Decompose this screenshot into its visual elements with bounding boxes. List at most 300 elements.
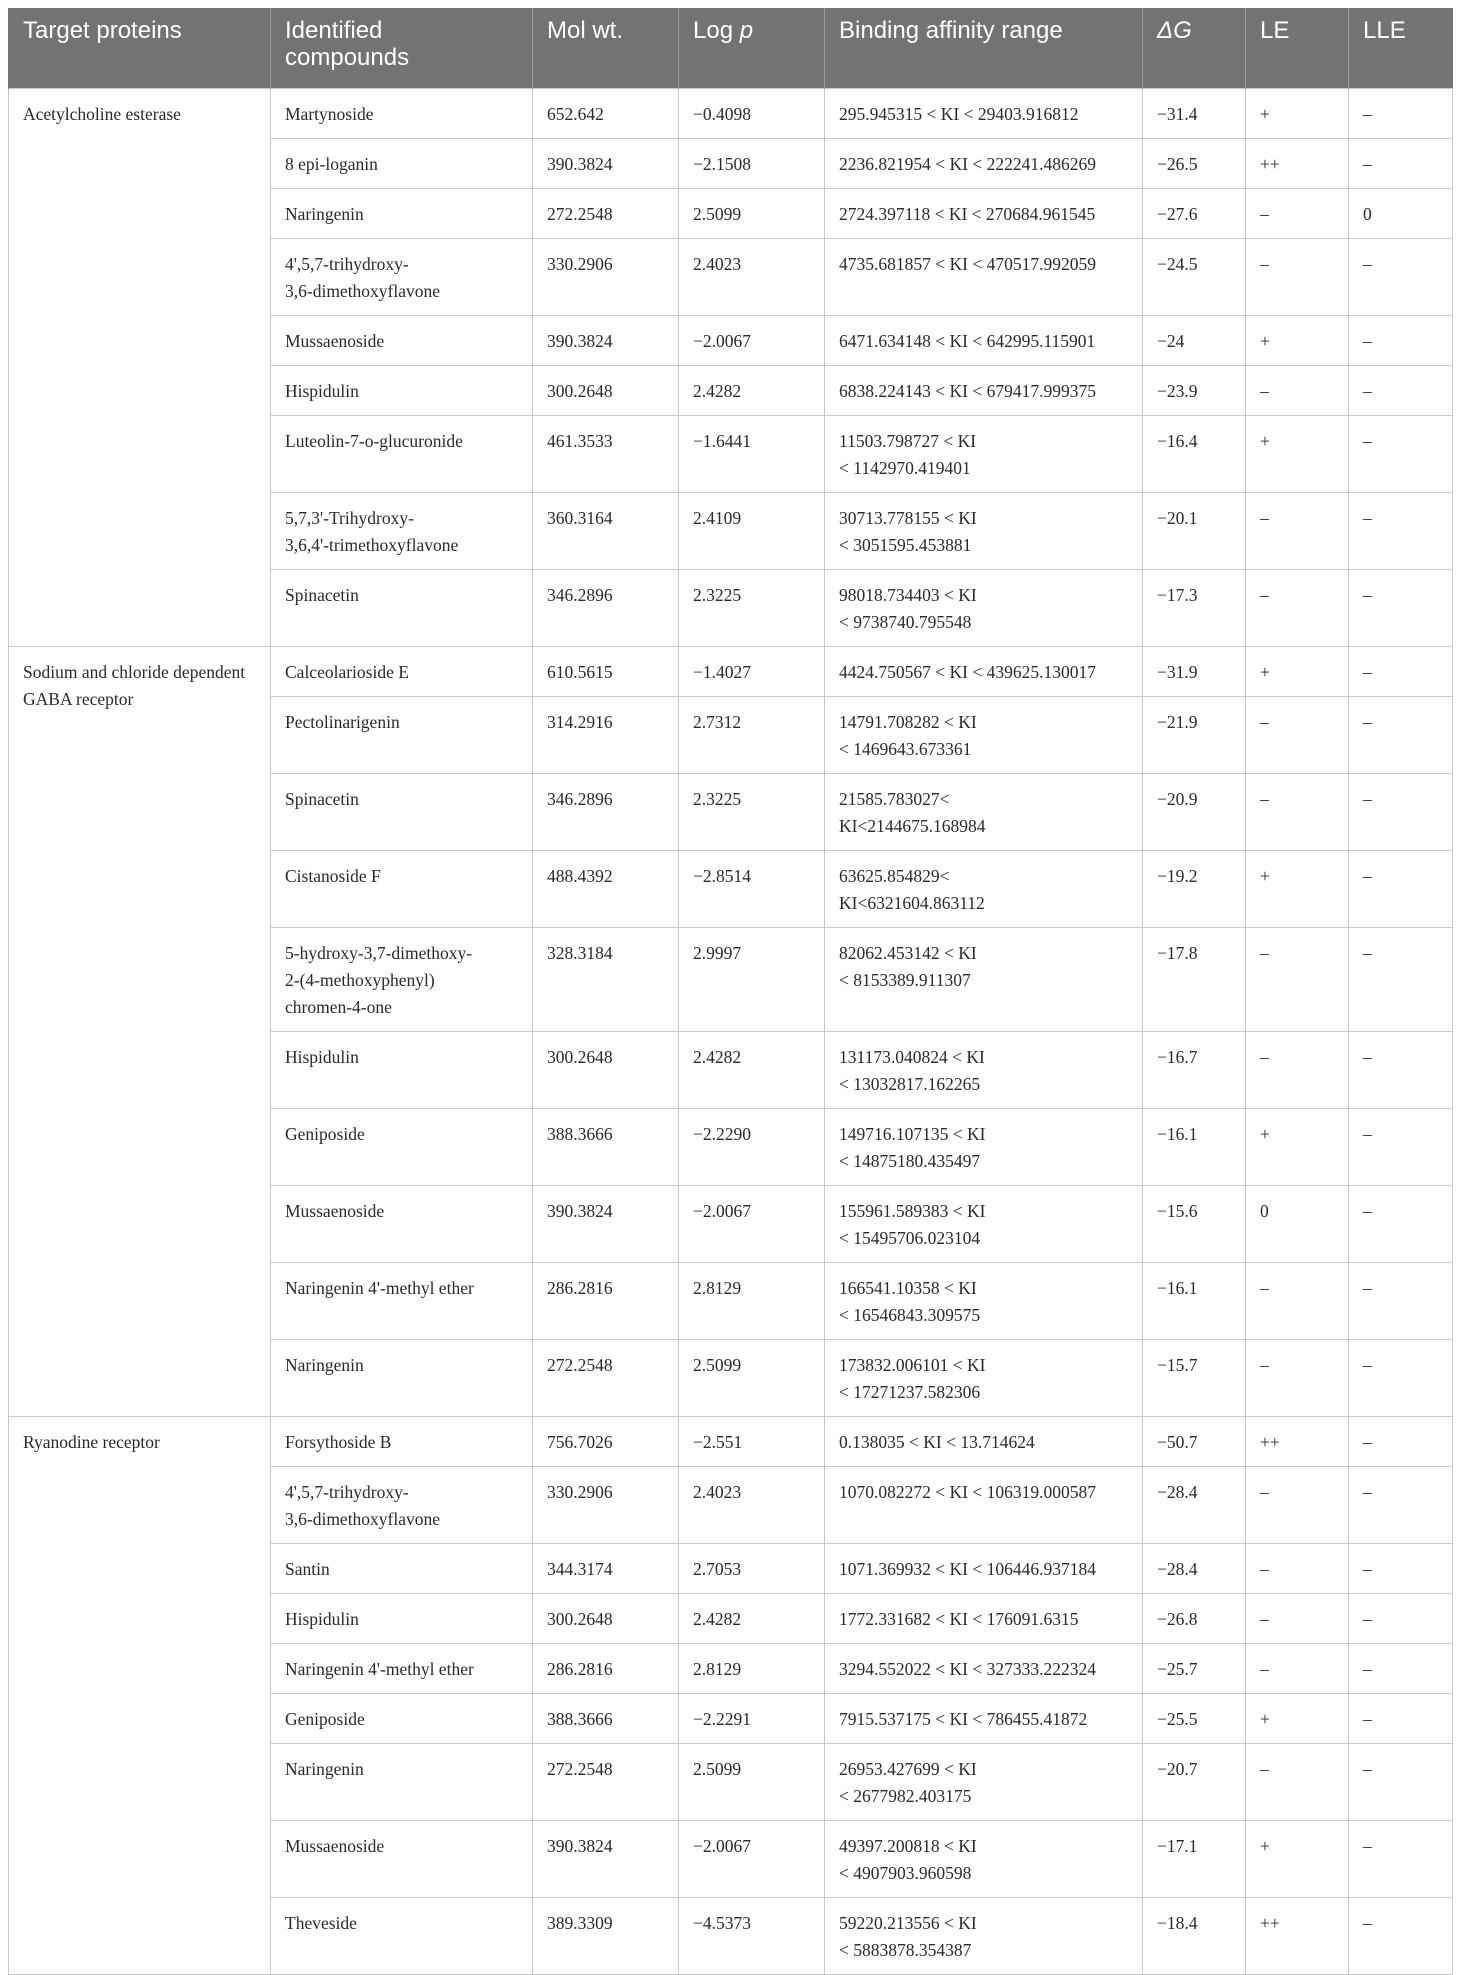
binding-range-line: 6471.634148 < KI < 642995.115901 xyxy=(839,330,1096,351)
mol-wt-cell: 328.3184 xyxy=(533,927,679,1031)
mol-wt-cell: 330.2906 xyxy=(533,238,679,315)
binding-range-line: 21585.783027< xyxy=(839,788,950,809)
binding-affinity-cell xyxy=(825,1262,1143,1339)
binding-affinity-cell xyxy=(825,1108,1143,1185)
binding-range-line: 1070.082272 < KI < 106319.000587 xyxy=(839,1481,1096,1502)
log-p-cell: 2.7053 xyxy=(679,1543,825,1593)
compound-name-line: Naringenin xyxy=(285,1758,364,1779)
log-p-cell: −2.0067 xyxy=(679,315,825,365)
compound-name-line: Cistanoside F xyxy=(285,865,381,886)
compound-name-line: Spinacetin xyxy=(285,788,359,809)
log-p-cell: 2.4023 xyxy=(679,238,825,315)
mol-wt-cell: 388.3666 xyxy=(533,1693,679,1743)
compound-cell xyxy=(271,1466,533,1543)
binding-affinity-cell xyxy=(825,1820,1143,1897)
delta-g-cell: −17.8 xyxy=(1143,927,1246,1031)
binding-range-line: 98018.734403 < KI xyxy=(839,584,977,605)
mol-wt-cell: 346.2896 xyxy=(533,569,679,646)
compound-cell xyxy=(271,492,533,569)
compound-cell xyxy=(271,88,533,138)
delta-g-cell: −28.4 xyxy=(1143,1466,1246,1543)
binding-affinity-cell xyxy=(825,1339,1143,1416)
log-p-cell: 2.3225 xyxy=(679,773,825,850)
compound-name-line: 5-hydroxy-3,7-dimethoxy- xyxy=(285,942,473,963)
binding-range-line: 2236.821954 < KI < 222241.486269 xyxy=(839,153,1096,174)
le-cell: – xyxy=(1246,1466,1349,1543)
binding-affinity-cell xyxy=(825,492,1143,569)
le-cell: – xyxy=(1246,696,1349,773)
delta-g-cell: −26.8 xyxy=(1143,1593,1246,1643)
delta-g-cell: −15.6 xyxy=(1143,1185,1246,1262)
binding-range-line: < 4907903.960598 xyxy=(839,1862,972,1883)
log-p-cell: −2.8514 xyxy=(679,850,825,927)
binding-affinity-cell xyxy=(825,238,1143,315)
log-p-cell: −4.5373 xyxy=(679,1897,825,1974)
binding-range-line: KI<6321604.863112 xyxy=(839,892,985,913)
compound-name-line: Naringenin xyxy=(285,203,364,224)
compound-cell xyxy=(271,1743,533,1820)
target-protein-cell: Ryanodine receptor xyxy=(9,1416,271,1974)
log-p-cell: 2.3225 xyxy=(679,569,825,646)
table-row xyxy=(9,88,1453,138)
delta-g-cell: −16.1 xyxy=(1143,1108,1246,1185)
compound-name-line: 2-(4-methoxyphenyl) xyxy=(285,969,435,990)
lle-cell: – xyxy=(1349,696,1453,773)
le-cell: ++ xyxy=(1246,1416,1349,1466)
log-p-cell: 2.5099 xyxy=(679,1339,825,1416)
binding-range-line: 295.945315 < KI < 29403.916812 xyxy=(839,103,1079,124)
lle-cell: – xyxy=(1349,315,1453,365)
target-protein-cell: Acetylcholine esterase xyxy=(9,88,271,646)
compound-name-line: Luteolin-7-o-glucuronide xyxy=(285,430,463,451)
le-cell: – xyxy=(1246,1262,1349,1339)
lle-cell: – xyxy=(1349,1543,1453,1593)
le-cell: + xyxy=(1246,1108,1349,1185)
le-cell: – xyxy=(1246,927,1349,1031)
log-p-cell: −2.1508 xyxy=(679,138,825,188)
compound-cell xyxy=(271,1593,533,1643)
lle-cell: – xyxy=(1349,1339,1453,1416)
compound-cell xyxy=(271,1693,533,1743)
lle-cell: – xyxy=(1349,927,1453,1031)
compound-cell xyxy=(271,569,533,646)
mol-wt-cell: 652.642 xyxy=(533,88,679,138)
delta-g-cell: −17.3 xyxy=(1143,569,1246,646)
mol-wt-cell: 330.2906 xyxy=(533,1466,679,1543)
delta-g-cell: −25.7 xyxy=(1143,1643,1246,1693)
compound-cell xyxy=(271,415,533,492)
compound-name-line: Santin xyxy=(285,1558,330,1579)
le-cell: + xyxy=(1246,1820,1349,1897)
binding-range-line: 49397.200818 < KI xyxy=(839,1835,977,1856)
mol-wt-cell: 286.2816 xyxy=(533,1262,679,1339)
mol-wt-cell: 286.2816 xyxy=(533,1643,679,1693)
delta-g-cell: −27.6 xyxy=(1143,188,1246,238)
binding-range-line: KI<2144675.168984 xyxy=(839,815,986,836)
le-cell: + xyxy=(1246,850,1349,927)
binding-affinity-cell xyxy=(825,1031,1143,1108)
log-p-cell: 2.7312 xyxy=(679,696,825,773)
log-p-cell: −1.4027 xyxy=(679,646,825,696)
header-compounds-line1: Identified xyxy=(285,17,383,44)
header-p-label: p xyxy=(739,17,754,44)
log-p-cell: 2.8129 xyxy=(679,1262,825,1339)
header-identified-compounds xyxy=(271,8,533,88)
mol-wt-cell: 314.2916 xyxy=(533,696,679,773)
lle-cell: – xyxy=(1349,1031,1453,1108)
lle-cell: – xyxy=(1349,138,1453,188)
compound-cell xyxy=(271,365,533,415)
binding-affinity-cell xyxy=(825,1593,1143,1643)
header-mol-wt xyxy=(533,8,679,88)
compound-name-line: 3,6,4'-trimethoxyflavone xyxy=(285,534,459,555)
binding-range-line: 14791.708282 < KI xyxy=(839,711,977,732)
lle-cell: – xyxy=(1349,1743,1453,1820)
lle-cell: – xyxy=(1349,850,1453,927)
mol-wt-cell: 272.2548 xyxy=(533,1339,679,1416)
lle-cell: – xyxy=(1349,1416,1453,1466)
lle-cell: – xyxy=(1349,415,1453,492)
mol-wt-cell: 360.3164 xyxy=(533,492,679,569)
binding-range-line: < 5883878.354387 xyxy=(839,1939,972,1960)
binding-range-line: 149716.107135 < KI xyxy=(839,1123,986,1144)
binding-range-line: < 14875180.435497 xyxy=(839,1150,981,1171)
delta-g-cell: −20.1 xyxy=(1143,492,1246,569)
binding-affinity-cell xyxy=(825,1743,1143,1820)
binding-range-line: < 17271237.582306 xyxy=(839,1381,981,1402)
binding-range-line: 1071.369932 < KI < 106446.937184 xyxy=(839,1558,1096,1579)
mol-wt-cell: 488.4392 xyxy=(533,850,679,927)
binding-range-line: 82062.453142 < KI xyxy=(839,942,977,963)
mol-wt-cell: 390.3824 xyxy=(533,1185,679,1262)
target-protein-cell: Sodium and chloride dependent GABA receptor xyxy=(9,646,271,1416)
compound-name-line: Geniposide xyxy=(285,1708,365,1729)
binding-range-line: < 15495706.023104 xyxy=(839,1227,981,1248)
delta-g-cell: −18.4 xyxy=(1143,1897,1246,1974)
mol-wt-cell: 272.2548 xyxy=(533,188,679,238)
header-lle-label: LLE xyxy=(1363,17,1406,44)
compound-cell xyxy=(271,1108,533,1185)
delta-g-cell: −25.5 xyxy=(1143,1693,1246,1743)
compound-name-line: Calceolarioside E xyxy=(285,661,409,682)
lle-cell: – xyxy=(1349,492,1453,569)
binding-range-line: 30713.778155 < KI xyxy=(839,507,977,528)
compound-name-line: 5,7,3'-Trihydroxy- xyxy=(285,507,414,528)
le-cell: – xyxy=(1246,1339,1349,1416)
binding-affinity-cell xyxy=(825,773,1143,850)
compound-name-line: Theveside xyxy=(285,1912,357,1933)
binding-range-line: 166541.10358 < KI xyxy=(839,1277,977,1298)
binding-affinity-cell xyxy=(825,1466,1143,1543)
header-compounds-line2: compounds xyxy=(285,44,410,71)
delta-g-cell: −19.2 xyxy=(1143,850,1246,927)
lle-cell: – xyxy=(1349,1593,1453,1643)
delta-g-cell: −31.9 xyxy=(1143,646,1246,696)
lle-cell: 0 xyxy=(1349,188,1453,238)
mol-wt-cell: 390.3824 xyxy=(533,138,679,188)
log-p-cell: 2.4282 xyxy=(679,1031,825,1108)
compound-name-line: Mussaenoside xyxy=(285,1200,385,1221)
compound-cell xyxy=(271,696,533,773)
delta-g-cell: −24.5 xyxy=(1143,238,1246,315)
compound-cell xyxy=(271,1543,533,1593)
compound-cell xyxy=(271,1339,533,1416)
data-table xyxy=(8,8,1453,1975)
compound-name-line: Martynoside xyxy=(285,103,374,124)
le-cell: + xyxy=(1246,1693,1349,1743)
binding-affinity-cell xyxy=(825,569,1143,646)
binding-range-line: 59220.213556 < KI xyxy=(839,1912,977,1933)
binding-range-line: < 2677982.403175 xyxy=(839,1785,972,1806)
binding-affinity-cell xyxy=(825,1543,1143,1593)
lle-cell: – xyxy=(1349,1897,1453,1974)
binding-range-line: 63625.854829< xyxy=(839,865,950,886)
le-cell: – xyxy=(1246,188,1349,238)
binding-affinity-cell xyxy=(825,1693,1143,1743)
header-target-label: Target proteins xyxy=(23,17,182,44)
log-p-cell: −2.0067 xyxy=(679,1185,825,1262)
delta-g-cell: −24 xyxy=(1143,315,1246,365)
log-p-cell: 2.4282 xyxy=(679,365,825,415)
compound-cell xyxy=(271,1643,533,1693)
log-p-cell: −0.4098 xyxy=(679,88,825,138)
binding-affinity-cell xyxy=(825,188,1143,238)
le-cell: + xyxy=(1246,646,1349,696)
compound-cell xyxy=(271,1262,533,1339)
compound-name-line: Hispidulin xyxy=(285,1608,359,1629)
le-cell: – xyxy=(1246,1031,1349,1108)
binding-range-line: < 16546843.309575 xyxy=(839,1304,981,1325)
compound-name-line: Mussaenoside xyxy=(285,330,385,351)
lle-cell: – xyxy=(1349,88,1453,138)
header-le-label: LE xyxy=(1260,17,1290,44)
binding-range-line: 11503.798727 < KI xyxy=(839,430,977,451)
lle-cell: – xyxy=(1349,1693,1453,1743)
header-row xyxy=(9,8,1453,88)
compound-name-line: Geniposide xyxy=(285,1123,365,1144)
delta-g-cell: −16.1 xyxy=(1143,1262,1246,1339)
compound-name-line: 3,6-dimethoxyflavone xyxy=(285,1508,441,1529)
binding-affinity-cell xyxy=(825,415,1143,492)
binding-range-line: 0.138035 < KI < 13.714624 xyxy=(839,1431,1035,1452)
compound-name-line: Pectolinarigenin xyxy=(285,711,400,732)
mol-wt-cell: 272.2548 xyxy=(533,1743,679,1820)
compound-name-line: Hispidulin xyxy=(285,1046,359,1067)
mol-wt-cell: 461.3533 xyxy=(533,415,679,492)
delta-g-cell: −15.7 xyxy=(1143,1339,1246,1416)
compound-cell xyxy=(271,238,533,315)
binding-affinity-cell xyxy=(825,315,1143,365)
le-cell: + xyxy=(1246,88,1349,138)
binding-affinity-cell xyxy=(825,850,1143,927)
le-cell: + xyxy=(1246,415,1349,492)
lle-cell: – xyxy=(1349,569,1453,646)
delta-g-cell: −20.7 xyxy=(1143,1743,1246,1820)
le-cell: ++ xyxy=(1246,138,1349,188)
header-dg-label: ΔG xyxy=(1157,17,1192,44)
compound-cell xyxy=(271,138,533,188)
header-binding-label: Binding affinity range xyxy=(839,17,1063,44)
log-p-cell: 2.9997 xyxy=(679,927,825,1031)
compound-cell xyxy=(271,1416,533,1466)
mol-wt-cell: 390.3824 xyxy=(533,315,679,365)
lle-cell: – xyxy=(1349,1466,1453,1543)
binding-range-line: < 13032817.162265 xyxy=(839,1073,981,1094)
compound-cell xyxy=(271,1897,533,1974)
binding-range-line: 1772.331682 < KI < 176091.6315 xyxy=(839,1608,1079,1629)
mol-wt-cell: 756.7026 xyxy=(533,1416,679,1466)
table-body xyxy=(9,88,1453,1974)
compound-cell xyxy=(271,1031,533,1108)
binding-affinity-cell xyxy=(825,1185,1143,1262)
binding-range-line: 26953.427699 < KI xyxy=(839,1758,977,1779)
delta-g-cell: −16.7 xyxy=(1143,1031,1246,1108)
lle-cell: – xyxy=(1349,238,1453,315)
log-p-cell: 2.8129 xyxy=(679,1643,825,1693)
compound-cell xyxy=(271,927,533,1031)
binding-range-line: 6838.224143 < KI < 679417.999375 xyxy=(839,380,1096,401)
compound-name-line: chromen-4-one xyxy=(285,996,392,1017)
header-le xyxy=(1246,8,1349,88)
delta-g-cell: −23.9 xyxy=(1143,365,1246,415)
mol-wt-cell: 344.3174 xyxy=(533,1543,679,1593)
delta-g-cell: −31.4 xyxy=(1143,88,1246,138)
compound-cell xyxy=(271,646,533,696)
compound-cell xyxy=(271,773,533,850)
lle-cell: – xyxy=(1349,1820,1453,1897)
mol-wt-cell: 390.3824 xyxy=(533,1820,679,1897)
binding-range-line: < 9738740.795548 xyxy=(839,611,972,632)
lle-cell: – xyxy=(1349,1643,1453,1693)
log-p-cell: −2.2290 xyxy=(679,1108,825,1185)
header-binding-affinity xyxy=(825,8,1143,88)
le-cell: – xyxy=(1246,365,1349,415)
compound-cell xyxy=(271,1820,533,1897)
log-p-cell: 2.5099 xyxy=(679,1743,825,1820)
header-log-p xyxy=(679,8,825,88)
log-p-cell: −2.2291 xyxy=(679,1693,825,1743)
lle-cell: – xyxy=(1349,1108,1453,1185)
compound-name-line: 3,6-dimethoxyflavone xyxy=(285,280,441,301)
le-cell: – xyxy=(1246,1543,1349,1593)
le-cell: 0 xyxy=(1246,1185,1349,1262)
binding-range-line: 131173.040824 < KI xyxy=(839,1046,985,1067)
delta-g-cell: −16.4 xyxy=(1143,415,1246,492)
log-p-cell: 2.4282 xyxy=(679,1593,825,1643)
compound-cell xyxy=(271,315,533,365)
binding-range-line: 155961.589383 < KI xyxy=(839,1200,986,1221)
log-p-cell: 2.5099 xyxy=(679,188,825,238)
delta-g-cell: −50.7 xyxy=(1143,1416,1246,1466)
log-p-cell: −1.6441 xyxy=(679,415,825,492)
binding-affinity-cell xyxy=(825,365,1143,415)
table-header xyxy=(9,8,1453,88)
binding-range-line: 2724.397118 < KI < 270684.961545 xyxy=(839,203,1096,224)
delta-g-cell: −21.9 xyxy=(1143,696,1246,773)
binding-affinity-cell xyxy=(825,1897,1143,1974)
binding-range-line: < 1142970.419401 xyxy=(839,457,971,478)
compound-name-line: Mussaenoside xyxy=(285,1835,385,1856)
log-p-cell: −2.551 xyxy=(679,1416,825,1466)
le-cell: – xyxy=(1246,773,1349,850)
binding-range-line: < 8153389.911307 xyxy=(839,969,971,990)
binding-range-line: 4735.681857 < KI < 470517.992059 xyxy=(839,253,1096,274)
le-cell: – xyxy=(1246,238,1349,315)
binding-affinity-cell xyxy=(825,696,1143,773)
compound-name-line: Naringenin 4'-methyl ether xyxy=(285,1277,474,1298)
compound-name-line: 8 epi-loganin xyxy=(285,153,378,174)
compound-name-line: Hispidulin xyxy=(285,380,359,401)
log-p-cell: 2.4109 xyxy=(679,492,825,569)
delta-g-cell: −17.1 xyxy=(1143,1820,1246,1897)
binding-range-line: < 3051595.453881 xyxy=(839,534,972,555)
lle-cell: – xyxy=(1349,1185,1453,1262)
lle-cell: – xyxy=(1349,1262,1453,1339)
compound-name-line: 4',5,7-trihydroxy- xyxy=(285,1481,409,1502)
le-cell: + xyxy=(1246,315,1349,365)
compound-name-line: Spinacetin xyxy=(285,584,359,605)
binding-range-line: 173832.006101 < KI xyxy=(839,1354,986,1375)
mol-wt-cell: 300.2648 xyxy=(533,1593,679,1643)
lle-cell: – xyxy=(1349,365,1453,415)
binding-affinity-cell xyxy=(825,927,1143,1031)
binding-range-line: 7915.537175 < KI < 786455.41872 xyxy=(839,1708,1088,1729)
header-delta-g xyxy=(1143,8,1246,88)
mol-wt-cell: 610.5615 xyxy=(533,646,679,696)
mol-wt-cell: 346.2896 xyxy=(533,773,679,850)
mol-wt-cell: 388.3666 xyxy=(533,1108,679,1185)
log-p-cell: 2.4023 xyxy=(679,1466,825,1543)
binding-affinity-cell xyxy=(825,88,1143,138)
compound-cell xyxy=(271,850,533,927)
le-cell: – xyxy=(1246,569,1349,646)
binding-affinity-cell xyxy=(825,646,1143,696)
header-target-proteins xyxy=(9,8,271,88)
compound-name-line: Naringenin xyxy=(285,1354,364,1375)
binding-range-line: < 1469643.673361 xyxy=(839,738,972,759)
le-cell: – xyxy=(1246,1643,1349,1693)
compound-name-line: 4',5,7-trihydroxy- xyxy=(285,253,409,274)
lle-cell: – xyxy=(1349,646,1453,696)
delta-g-cell: −28.4 xyxy=(1143,1543,1246,1593)
compound-cell xyxy=(271,188,533,238)
mol-wt-cell: 389.3309 xyxy=(533,1897,679,1974)
binding-range-line: 4424.750567 < KI < 439625.130017 xyxy=(839,661,1096,682)
header-mol-wt-label: Mol wt. xyxy=(547,17,624,44)
le-cell: – xyxy=(1246,492,1349,569)
table-row xyxy=(9,1416,1453,1466)
log-p-cell: −2.0067 xyxy=(679,1820,825,1897)
compound-name-line: Naringenin 4'-methyl ether xyxy=(285,1658,474,1679)
le-cell: – xyxy=(1246,1743,1349,1820)
compound-name-line: Forsythoside B xyxy=(285,1431,392,1452)
delta-g-cell: −26.5 xyxy=(1143,138,1246,188)
header-lle xyxy=(1349,8,1453,88)
lle-cell: – xyxy=(1349,773,1453,850)
binding-affinity-cell xyxy=(825,138,1143,188)
binding-affinity-cell xyxy=(825,1643,1143,1693)
delta-g-cell: −20.9 xyxy=(1143,773,1246,850)
binding-range-line: 3294.552022 < KI < 327333.222324 xyxy=(839,1658,1096,1679)
binding-affinity-cell xyxy=(825,1416,1143,1466)
mol-wt-cell: 300.2648 xyxy=(533,1031,679,1108)
mol-wt-cell: 300.2648 xyxy=(533,365,679,415)
header-log-label: Log xyxy=(693,17,740,44)
le-cell: ++ xyxy=(1246,1897,1349,1974)
table-row xyxy=(9,646,1453,696)
compound-cell xyxy=(271,1185,533,1262)
le-cell: – xyxy=(1246,1593,1349,1643)
